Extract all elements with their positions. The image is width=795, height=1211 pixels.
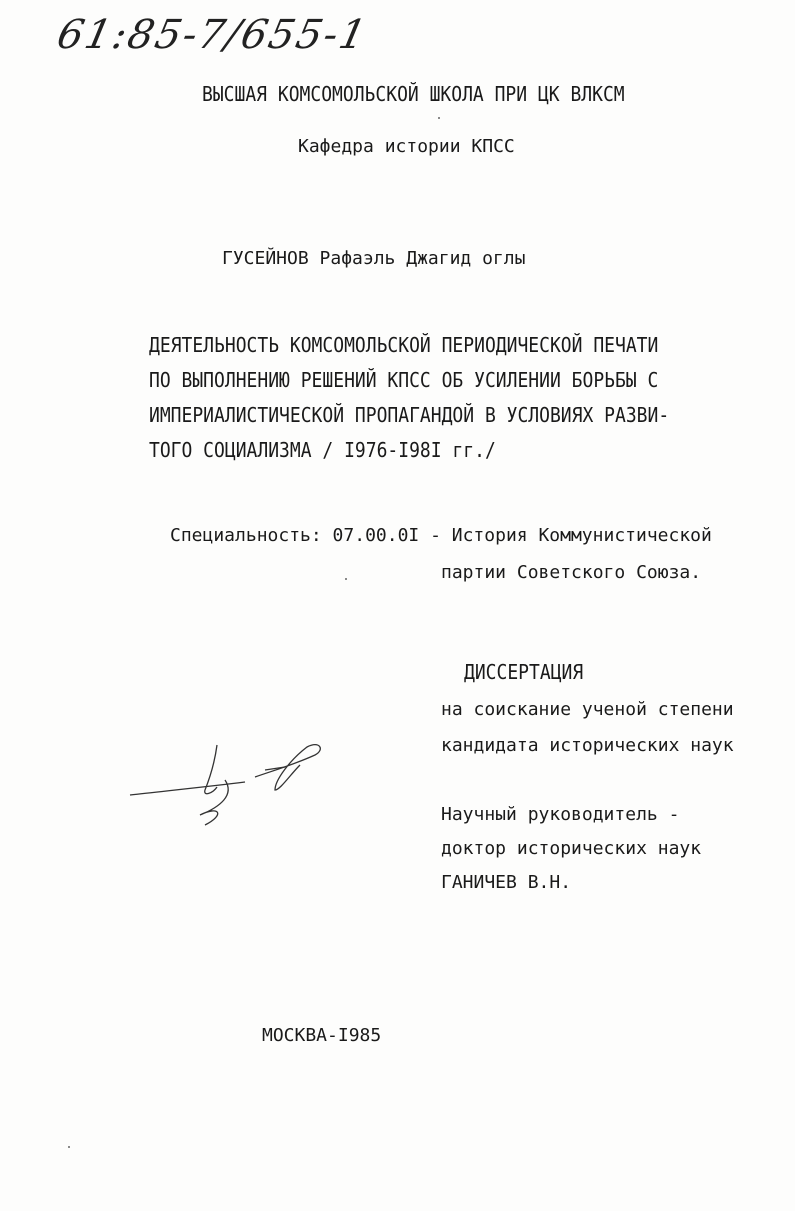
supervisor-degree: доктор исторических наук: [441, 838, 702, 859]
paper-speck: [438, 117, 440, 119]
supervisor-name: ГАНИЧЕВ В.Н.: [441, 872, 572, 893]
dissertation-degree-line-1: на соискание ученой степени: [441, 699, 734, 720]
dissertation-degree-line-2: кандидата исторических наук: [441, 735, 734, 756]
dissertation-title-line-1: ДЕЯТЕЛЬНОСТЬ КОМСОМОЛЬСКОЙ ПЕРИОДИЧЕСКОЙ ПЕЧАТИ: [149, 333, 659, 358]
archive-number-handwritten: 61:85-7/655-1: [53, 12, 372, 58]
dissertation-title-line-2: ПО ВЫПОЛНЕНИЮ РЕШЕНИЙ КПСС ОБ УСИЛЕНИИ БОРЬБЫ С: [149, 368, 659, 393]
specialty-line-2: партии Советского Союза.: [441, 562, 702, 583]
paper-speck: [345, 578, 347, 580]
dissertation-title-line-3: ИМПЕРИАЛИСТИЧЕСКОЙ ПРОПАГАНДОЙ В УСЛОВИЯХ РАЗВИ-: [149, 403, 670, 428]
paper-speck: [68, 1146, 70, 1148]
dissertation-title-line-4: ТОГО СОЦИАЛИЗМА / I976-I98I гг./: [149, 438, 496, 463]
supervisor-label: Научный руководитель -: [441, 804, 680, 825]
dissertation-heading: ДИССЕРТАЦИЯ: [464, 660, 584, 685]
author-signature: [125, 735, 335, 830]
institution-name: ВЫСШАЯ КОМСОМОЛЬСКОЙ ШКОЛА ПРИ ЦК ВЛКСМ: [202, 82, 625, 107]
city-year: МОСКВА-I985: [262, 1025, 382, 1046]
author-name: ГУСЕЙНОВ Рафаэль Джагид оглы: [222, 248, 526, 269]
department-name: Кафедра истории КПСС: [298, 136, 515, 157]
specialty-line-1: Специальность: 07.00.0I - История Коммунистической: [170, 525, 712, 546]
